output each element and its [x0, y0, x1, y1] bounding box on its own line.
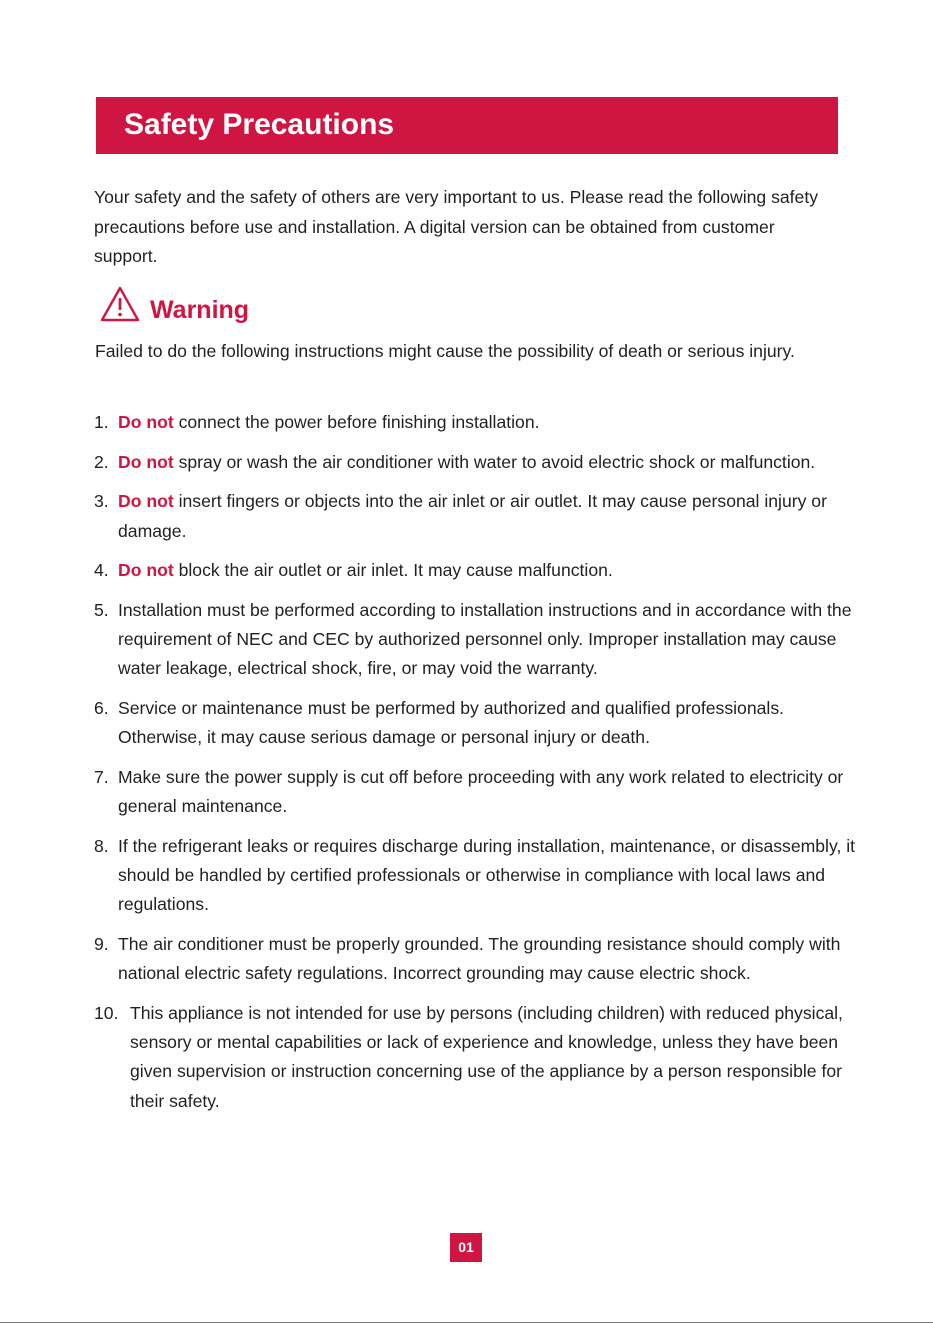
rule-text: insert fingers or objects into the air inlet or air outlet. It may cause personal injury or damage.	[118, 491, 827, 541]
section-header-bar	[96, 97, 838, 154]
rule-emphasis: Do not	[118, 560, 174, 581]
rule-number: 4.	[94, 560, 109, 581]
page-number: 01	[450, 1233, 482, 1262]
rule-number: 1.	[94, 412, 109, 432]
safety-rules-list	[94, 408, 859, 1126]
warning-description: Failed to do the following instructions might cause the possibility of death or serious injury.	[95, 341, 795, 361]
rule-text: connect the power before finishing installation.	[178, 412, 540, 432]
rule-number: 8.	[94, 835, 109, 856]
rule-number: 5.	[94, 600, 109, 621]
rule-text: spray or wash the air conditioner with water to avoid electric shock or malfunction.	[178, 451, 816, 472]
rule-number: 3.	[94, 491, 109, 512]
intro-paragraph: Your safety and the safety of others are very important to us. Please read the following safety precautions before use and installation. A digital version can be obtained from customer support.	[94, 187, 819, 266]
rule-text: The air conditioner must be properly grounded. The grounding resistance should comply with national electric safety regulations. Incorrect grounding may cause electric shock.	[118, 934, 841, 984]
warning-triangle-icon	[100, 286, 140, 322]
rule-text: Service or maintenance must be performed by authorized and qualified professionals. Otherwise, it may cause serious damage or personal injury or death.	[118, 698, 785, 748]
warning-title: Warning	[150, 296, 250, 324]
safety-rule-item	[94, 763, 859, 821]
page-title: Safety Precautions	[124, 108, 395, 141]
safety-rule-item	[94, 487, 859, 545]
rule-text: block the air outlet or air inlet. It may cause malfunction.	[178, 560, 613, 581]
rule-number: 9.	[94, 934, 109, 955]
safety-rule-item	[94, 694, 859, 752]
rule-text: Installation must be performed according to installation instructions and in accordance with the requirement of NEC and CEC by authorized personnel only. Improper installation may cause water leakage, electrical shock, fire, or may void the warranty.	[118, 600, 852, 679]
rule-emphasis: Do not	[118, 491, 174, 512]
rule-number: 6.	[94, 698, 109, 719]
rule-text: Make sure the power supply is cut off before proceeding with any work related to electricity or general maintenance.	[118, 767, 844, 817]
rule-number: 2.	[94, 451, 109, 472]
safety-rule-item	[94, 556, 859, 585]
safety-rule-item	[94, 596, 859, 684]
safety-rule-item	[94, 448, 859, 477]
safety-rule-item	[94, 999, 859, 1116]
safety-rule-item	[94, 408, 859, 437]
rule-number: 10.	[94, 1002, 119, 1023]
safety-rule-item	[94, 832, 859, 920]
page-bottom-border	[0, 1322, 933, 1323]
rule-emphasis: Do not	[118, 412, 174, 432]
rule-text: If the refrigerant leaks or requires discharge during installation, maintenance, or disassembly, it should be handled by certified professionals or otherwise in compliance with local laws and regulations.	[118, 835, 856, 915]
rule-text: This appliance is not intended for use by persons (including children) with reduced physical, sensory or mental capabilities or lack of experience and knowledge, unless they have been given supervision or instruction concerning use of the appliance by a person responsible for their safety.	[130, 1002, 843, 1111]
rule-number: 7.	[94, 767, 109, 788]
rule-emphasis: Do not	[118, 451, 174, 472]
safety-rule-item	[94, 930, 859, 988]
